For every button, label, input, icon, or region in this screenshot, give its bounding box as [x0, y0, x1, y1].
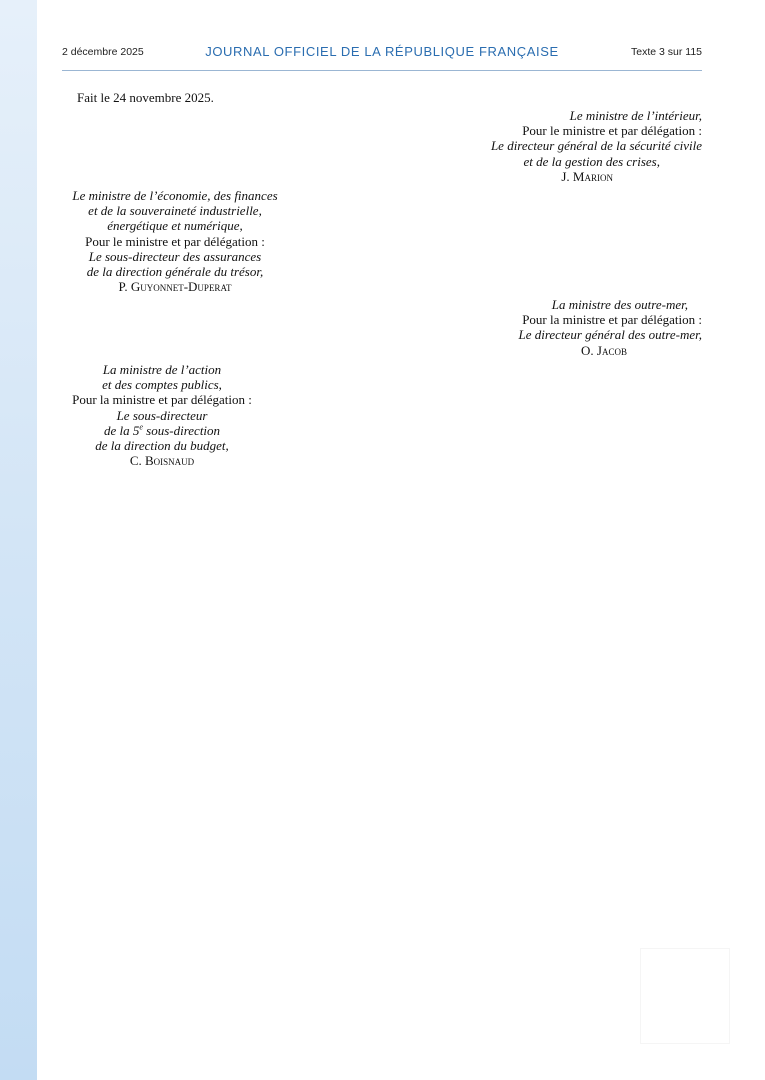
signatory-role: énergétique et numérique, — [107, 218, 243, 234]
signatory-name: P. Guyonnet-Duperat — [118, 279, 232, 295]
signatory-title: de la direction du budget, — [95, 438, 229, 454]
signatory-title: Le sous-directeur des assurances — [88, 248, 262, 264]
signature-economie — [62, 188, 288, 294]
signatory-title: Le sous-directeur — [116, 407, 208, 423]
delegation-line: Pour le ministre et par délégation : — [522, 123, 702, 139]
text-number: Texte 3 sur 115 — [630, 46, 702, 58]
signatory-role: et de la souveraineté industrielle, — [88, 203, 262, 219]
delegation-line: Pour le ministre et par délégation : — [85, 233, 265, 249]
faint-outline-box — [640, 948, 730, 1044]
signatory-role: Le ministre de l’économie, des finances — [72, 188, 278, 203]
signature-outremer — [420, 297, 702, 358]
signatory-role: La ministre de l’action — [102, 362, 222, 377]
ordinal-suffix: e — [139, 422, 143, 432]
fait-le-line: Fait le 24 novembre 2025. — [77, 90, 214, 105]
journal-title: JOURNAL OFFICIEL DE LA RÉPUBLIQUE FRANÇAISE — [205, 44, 559, 59]
signatory-name: O. Jacob — [581, 342, 627, 358]
signature-interieur — [420, 108, 702, 184]
signatory-title: Le directeur général des outre-mer, — [518, 327, 702, 343]
signatory-title: Le directeur général de la sécurité civile — [490, 138, 702, 154]
signatory-title: de la direction générale du trésor, — [86, 264, 264, 280]
header-date: 2 décembre 2025 — [62, 46, 144, 58]
title-prefix: de la 5 — [103, 422, 140, 438]
signatory-role: La ministre des outre-mer, — [551, 297, 688, 312]
signatory-title — [62, 423, 262, 438]
delegation-line: Pour la ministre et par délégation : — [522, 312, 702, 328]
signature-action-comptes — [62, 362, 262, 468]
header-divider — [62, 70, 702, 71]
signatory-name: J. Marion — [561, 168, 613, 184]
signatory-title: et de la gestion des crises, — [523, 153, 660, 169]
signatory-role: et des comptes publics, — [102, 377, 222, 393]
title-suffix: sous-direction — [142, 422, 221, 438]
left-margin-band — [0, 0, 37, 1080]
delegation-line: Pour la ministre et par délégation : — [72, 392, 252, 408]
page-header — [62, 44, 702, 64]
signatory-name: C. Boisnaud — [129, 453, 195, 469]
signatory-role: Le ministre de l’intérieur, — [569, 108, 702, 123]
